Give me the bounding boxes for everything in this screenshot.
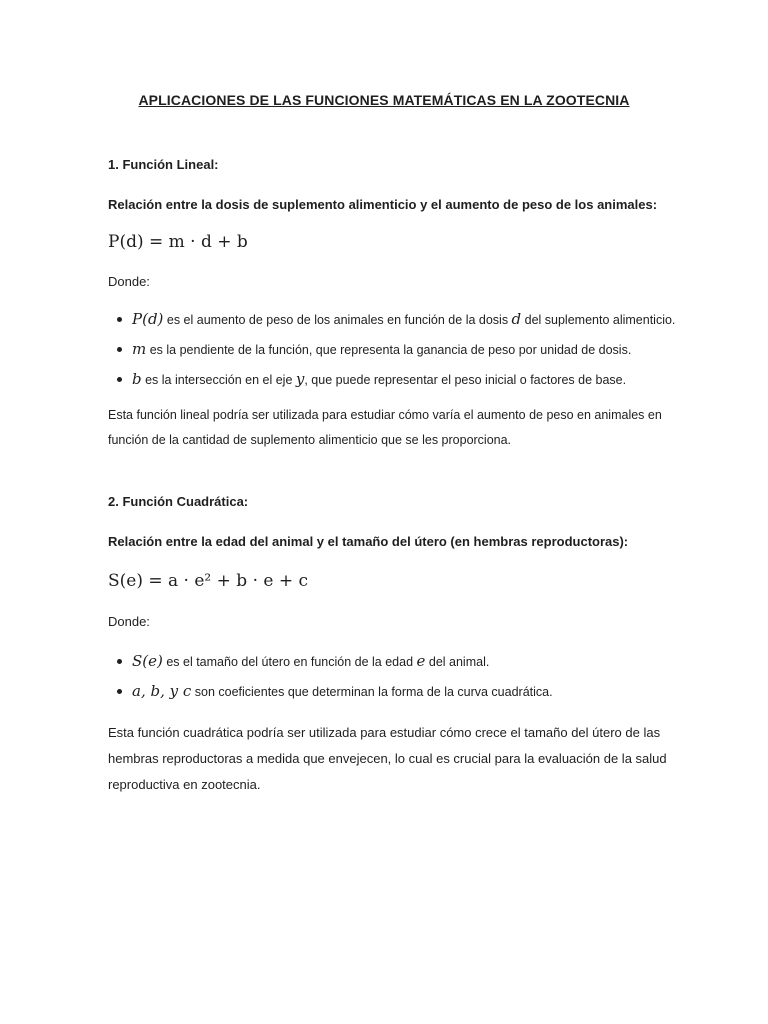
- list-item: [114, 682, 553, 712]
- section-2-heading: 2. Función Cuadrática:: [108, 494, 249, 509]
- bullet-text: es el aumento de peso de los animales en función de la dosis: [163, 313, 512, 327]
- bullet-text: del animal.: [425, 655, 490, 669]
- paragraph-line: Esta función lineal podría ser utilizada para estudiar cómo varía el aumento de peso en animales en: [108, 408, 662, 422]
- paragraph-line: función de la cantidad de suplemento alimenticio que se les proporciona.: [108, 433, 512, 447]
- section-2-donde: Donde:: [108, 614, 150, 629]
- quadratic-formula: [108, 571, 308, 591]
- math-term: m: [132, 340, 147, 358]
- bullet-text: es la intersección en el eje: [141, 373, 296, 387]
- section-2-paragraph: [108, 720, 668, 798]
- list-item: [114, 652, 553, 682]
- section-1-heading: 1. Función Lineal:: [108, 157, 219, 172]
- formula-text: S(e) = a · e² + b · e + c: [108, 571, 309, 591]
- math-term: b: [132, 370, 142, 388]
- bullet-text: es la pendiente de la función, que representa la ganancia de peso por unidad de dosis.: [146, 343, 632, 357]
- math-term: S(e): [132, 652, 163, 670]
- section-1-donde: Donde:: [108, 274, 150, 289]
- document-title: APLICACIONES DE LAS FUNCIONES MATEMÁTICAS EN LA ZOOTECNIA: [138, 92, 630, 108]
- math-term: d: [511, 310, 522, 328]
- math-term: e: [416, 652, 426, 670]
- section-2-bullet-list: [114, 652, 553, 712]
- math-term: y: [295, 370, 305, 388]
- list-item: [114, 340, 675, 370]
- paragraph-line: Esta función cuadrática podría ser utilizada para estudiar cómo crece el tamaño del útero de las: [108, 725, 661, 740]
- math-term: a, b, y c: [132, 682, 192, 700]
- bullet-text: son coeficientes que determinan la forma de la curva cuadrática.: [191, 685, 553, 699]
- paragraph-line: reproductiva en zootecnia.: [108, 777, 261, 792]
- section-1-bullet-list: [114, 310, 675, 400]
- section-2-subheading: Relación entre la edad del animal y el tamaño del útero (en hembras reproductoras):: [108, 534, 629, 549]
- section-1-subheading: Relación entre la dosis de suplemento alimenticio y el aumento de peso de los animales:: [108, 197, 658, 212]
- section-1-paragraph: [108, 403, 668, 453]
- list-item: [114, 370, 675, 400]
- list-item: [114, 310, 675, 340]
- bullet-text: es el tamaño del útero en función de la edad: [162, 655, 417, 669]
- linear-formula: P(d) = m · d + b: [108, 232, 248, 252]
- math-term: P(d): [132, 310, 164, 328]
- paragraph-line: hembras reproductoras a medida que envejecen, lo cual es crucial para la evaluación de la salud: [108, 751, 667, 766]
- bullet-text: , que puede representar el peso inicial o factores de base.: [304, 373, 627, 387]
- bullet-text: del suplemento alimenticio.: [521, 313, 676, 327]
